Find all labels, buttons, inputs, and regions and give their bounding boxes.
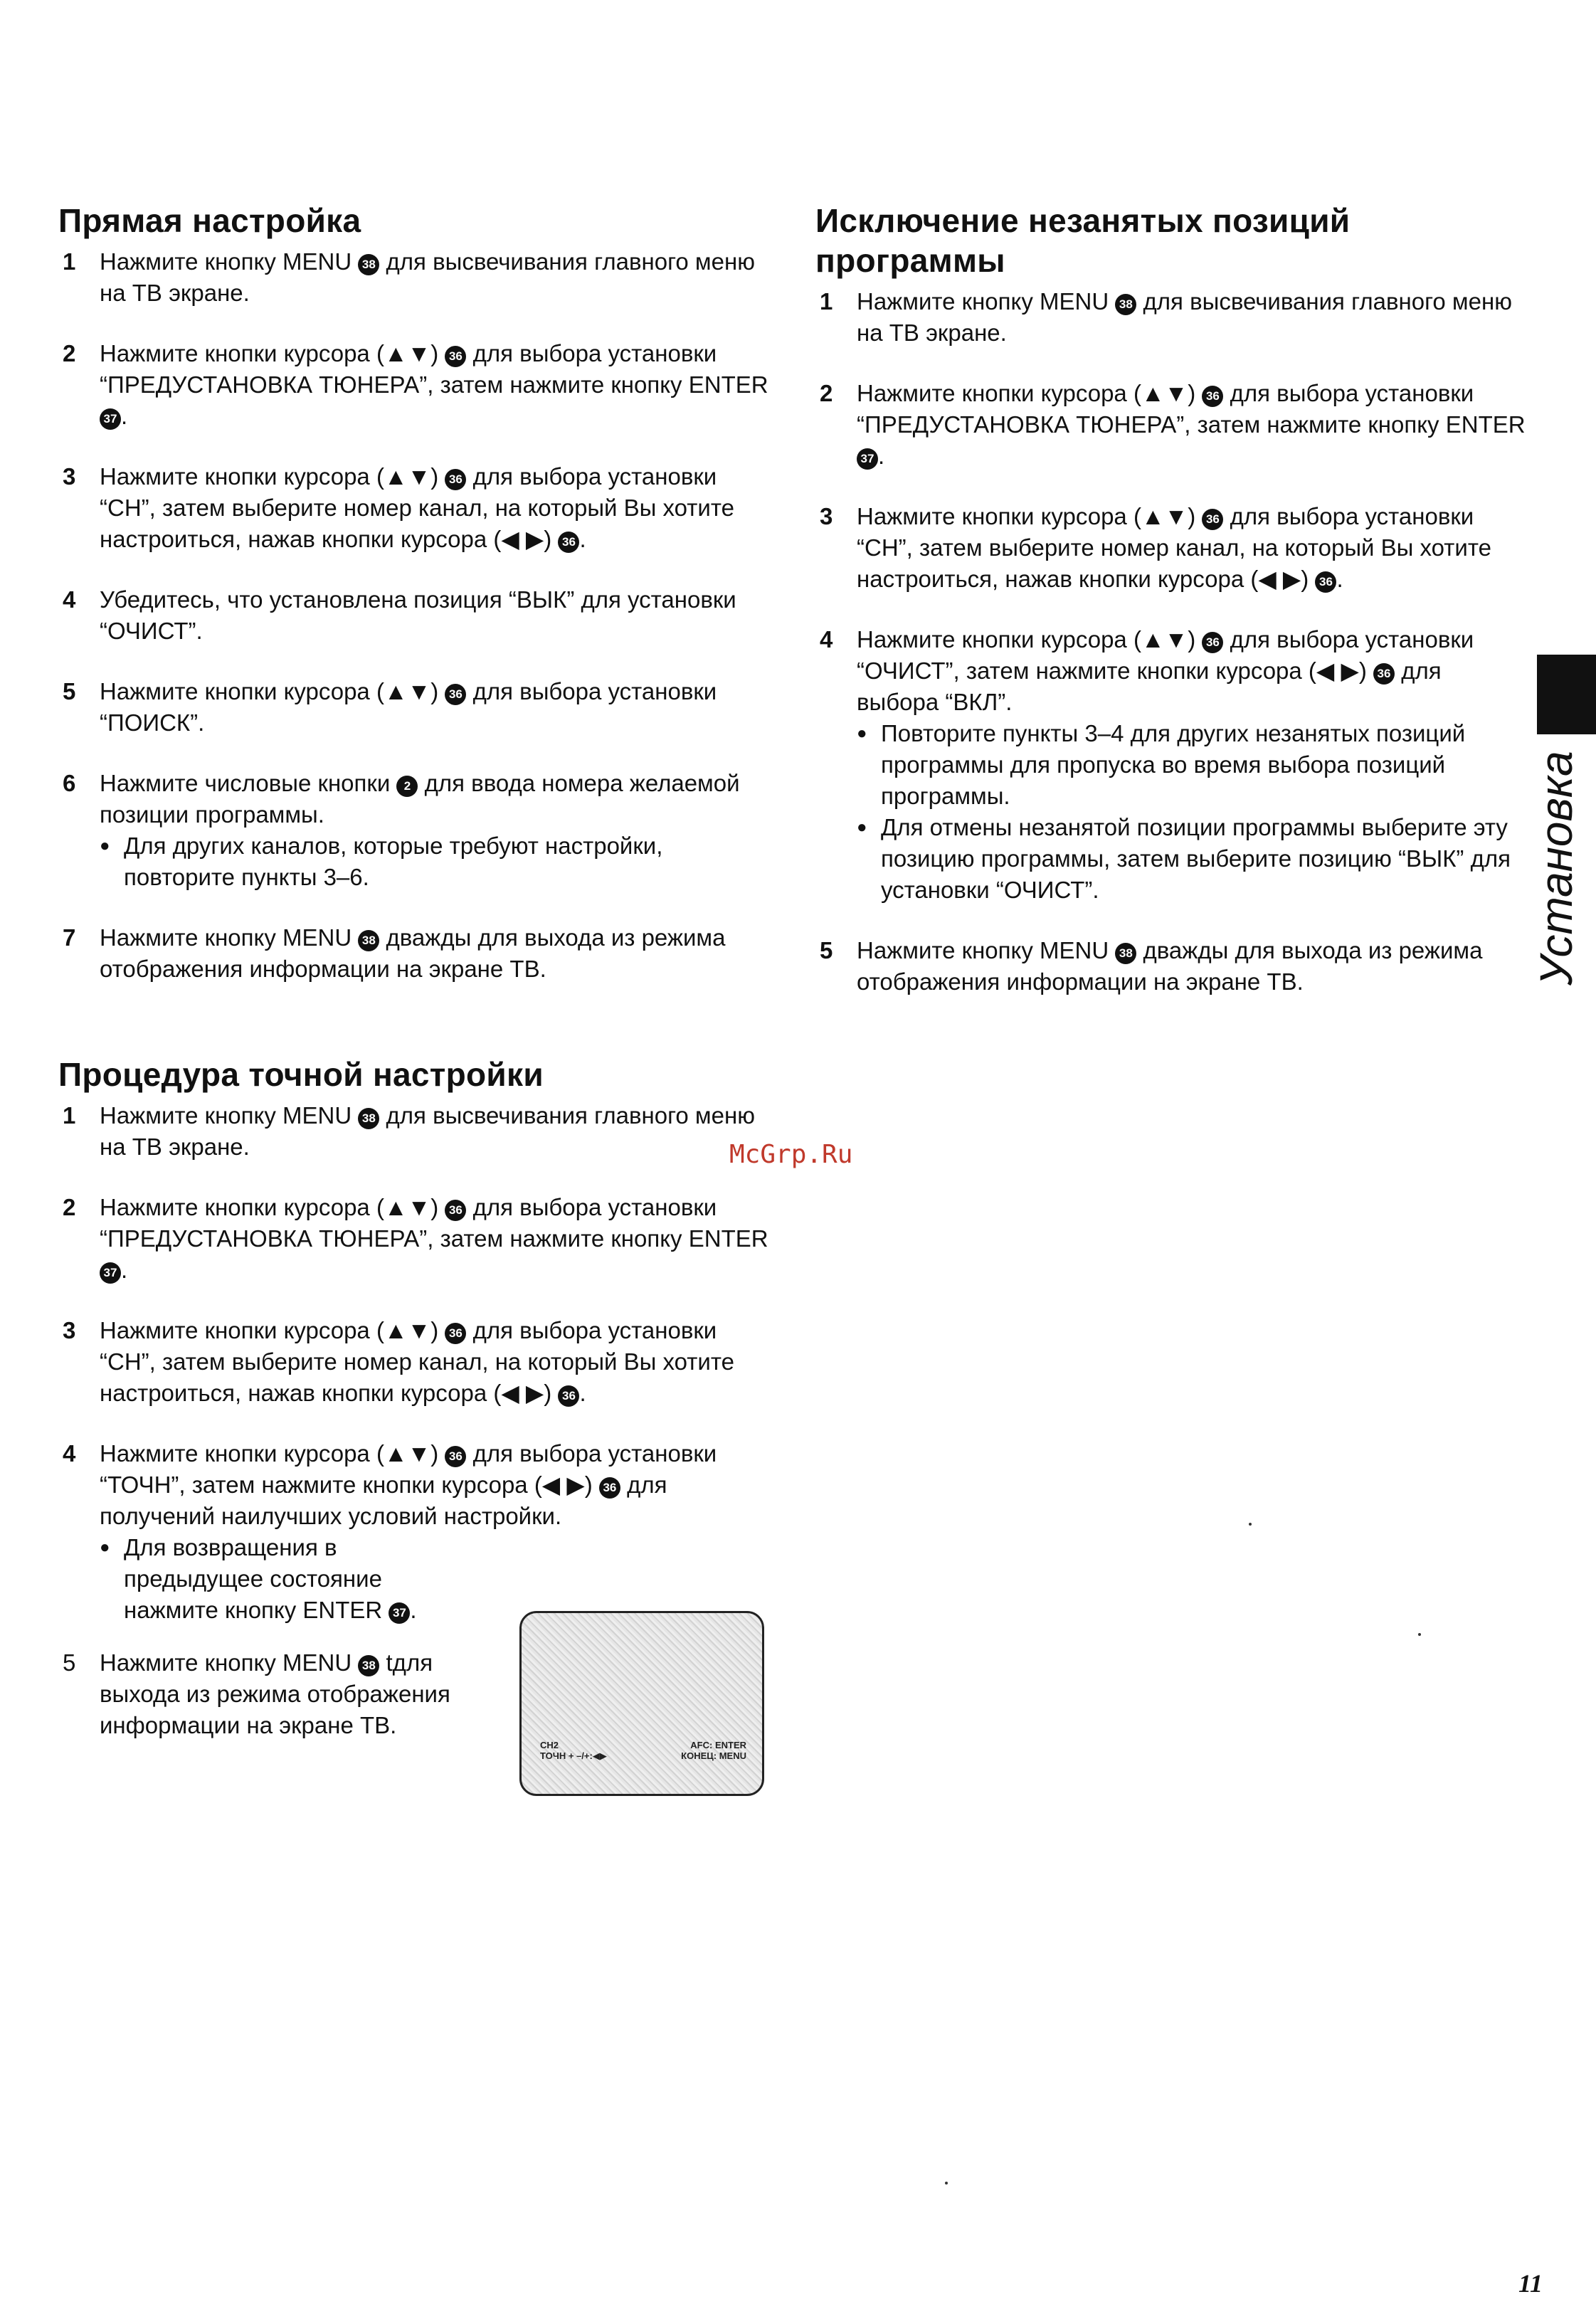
section-direct-tuning — [58, 201, 770, 985]
button-badge: 38 — [358, 254, 379, 275]
button-badge: 37 — [857, 448, 878, 470]
step-item: 4 Нажмите кнопки курсора (▲▼) 36 для выбора установки “ОЧИСТ”, затем нажмите кнопки курсора (◀ ▶) 36 для выбора “ВКЛ”. ● Повторите пункты 3–4 для других незанятых позиций программы для пропуска во время выбора позиций программы. ● Для отмены незанятой позиции программы выберите эту позицию программы, затем выберите позицию “ВЫК” для установки “ОЧИСТ”. — [815, 624, 1527, 906]
step-item: 1 Нажмите кнопку MENU 38 для высвечивания главного меню на ТВ экране. — [58, 1100, 770, 1163]
button-badge: 36 — [445, 1323, 466, 1344]
step-item: 7 Нажмите кнопку MENU 38 дважды для выхода из режима отображения информации на экране ТВ. — [58, 922, 770, 985]
tv-osd-channel: CH2 — [540, 1740, 559, 1750]
step-item: 6 Нажмите числовые кнопки 2 для ввода номера желаемой позиции программы. ● Для других каналов, которые требуют настройки, повторите пункты 3–6. — [58, 768, 770, 893]
step-item: 5 Нажмите кнопку MENU 38 tдля выхода из режима отображения информации на экране ТВ. — [58, 1647, 498, 1741]
tv-osd-fine: ТОЧН + –/+:◀▶ — [540, 1750, 607, 1761]
button-badge: 36 — [1373, 663, 1395, 685]
scan-speck — [1418, 1633, 1421, 1636]
step-number: 3 — [63, 463, 76, 490]
watermark: McGrp.Ru — [729, 1140, 853, 1169]
tv-osd — [540, 1740, 746, 1761]
bullet-note: ● Для других каналов, которые требуют настройки, повторите пункты 3–6. — [100, 830, 770, 893]
button-badge: 38 — [1115, 294, 1136, 315]
section-tab-marker — [1537, 655, 1596, 734]
button-badge: 38 — [1115, 943, 1136, 964]
step-number: 5 — [63, 1649, 76, 1676]
button-badge: 2 — [396, 776, 418, 797]
step-item: 2 Нажмите кнопки курсора (▲▼) 36 для выбора установки “ПРЕДУСТАНОВКА ТЮНЕРА”, затем нажмите кнопку ENTER 37 . — [58, 338, 770, 432]
button-badge: 36 — [445, 469, 466, 490]
tv-osd-afc: AFC: ENTER — [690, 1740, 746, 1750]
section-title: Исключение незанятых позиций программы — [815, 202, 1351, 279]
button-badge: 36 — [445, 1200, 466, 1221]
step-number: 3 — [63, 1317, 76, 1343]
step-number: 4 — [63, 1440, 76, 1467]
section-title: Прямая настройка — [58, 202, 361, 239]
button-badge: 37 — [389, 1602, 410, 1624]
step-item: 3 Нажмите кнопки курсора (▲▼) 36 для выбора установки “CH”, затем выберите номер канал, на который Вы хотите настроиться, нажав кнопки курсора (◀ ▶) 36 . — [58, 461, 770, 555]
step-number: 6 — [63, 770, 76, 796]
bullet-note: ● Для возвращения в предыдущее состояние нажмите кнопку ENTER 37 . — [100, 1532, 455, 1626]
step-number: 2 — [63, 1194, 76, 1220]
step-item: 3 Нажмите кнопки курсора (▲▼) 36 для выбора установки “CH”, затем выберите номер канал, на который Вы хотите настроиться, нажав кнопки курсора (◀ ▶) 36 . — [58, 1315, 770, 1409]
button-badge: 38 — [358, 930, 379, 951]
button-badge: 38 — [358, 1108, 379, 1129]
button-badge: 36 — [445, 346, 466, 367]
step-number: 1 — [820, 288, 833, 315]
button-badge: 37 — [100, 1262, 121, 1284]
button-badge: 36 — [445, 1446, 466, 1467]
section-skip-positions — [815, 201, 1527, 1027]
button-badge: 36 — [445, 684, 466, 705]
button-badge: 36 — [558, 1385, 579, 1407]
step-item: 5 Нажмите кнопку MENU 38 дважды для выхода из режима отображения информации на экране ТВ. — [815, 935, 1527, 998]
button-badge: 36 — [1202, 386, 1223, 407]
step-number: 5 — [820, 937, 833, 963]
step-number: 5 — [63, 678, 76, 704]
step-number: 2 — [820, 380, 833, 406]
step-item: 4 Нажмите кнопки курсора (▲▼) 36 для выбора установки “ТОЧН”, затем нажмите кнопки курсора (◀ ▶) 36 для получений наилучших условий настройки. ● Для возвращения в предыдущее состояние нажмите кнопку ENTER 37 . — [58, 1438, 770, 1626]
tv-screen-illustration — [519, 1611, 764, 1796]
step-number: 4 — [63, 586, 76, 613]
scan-speck — [1249, 1523, 1252, 1526]
step-item: 1 Нажмите кнопку MENU 38 для высвечивания главного меню на ТВ экране. — [58, 246, 770, 309]
page-number: 11 — [1518, 2269, 1543, 2298]
step-number: 1 — [63, 1102, 76, 1129]
step-item: 2 Нажмите кнопки курсора (▲▼) 36 для выбора установки “ПРЕДУСТАНОВКА ТЮНЕРА”, затем нажмите кнопку ENTER 37 . — [58, 1192, 770, 1286]
step-number: 2 — [63, 340, 76, 366]
button-badge: 36 — [1202, 509, 1223, 530]
step-number: 1 — [63, 248, 76, 275]
button-badge: 36 — [558, 532, 579, 553]
step-number: 3 — [820, 503, 833, 529]
side-section-label: Установка — [1531, 751, 1582, 986]
button-badge: 36 — [1202, 632, 1223, 653]
step-item: 3 Нажмите кнопки курсора (▲▼) 36 для выбора установки “CH”, затем выберите номер канал, на который Вы хотите настроиться, нажав кнопки курсора (◀ ▶) 36 . — [815, 501, 1527, 595]
tv-osd-exit: КОНЕЦ: MENU — [681, 1750, 746, 1761]
step-number: 4 — [820, 626, 833, 653]
step-item: 5 Нажмите кнопки курсора (▲▼) 36 для выбора установки “ПОИСК”. — [58, 676, 770, 739]
button-badge: 38 — [358, 1655, 379, 1676]
bullet-note: ● Повторите пункты 3–4 для других незанятых позиций программы для пропуска во время выбора позиций программы. — [857, 718, 1527, 812]
button-badge: 36 — [599, 1477, 620, 1499]
section-title: Процедура точной настройки — [58, 1056, 544, 1093]
scan-speck — [945, 2182, 948, 2184]
step-number: 7 — [63, 924, 76, 951]
button-badge: 36 — [1315, 571, 1336, 593]
step-item: 2 Нажмите кнопки курсора (▲▼) 36 для выбора установки “ПРЕДУСТАНОВКА ТЮНЕРА”, затем нажмите кнопку ENTER 37 . — [815, 378, 1527, 472]
button-badge: 37 — [100, 408, 121, 430]
bullet-note: ● Для отмены незанятой позиции программы выберите эту позицию программы, затем выберите позицию “ВЫК” для установки “ОЧИСТ”. — [857, 812, 1527, 906]
step-item: 1 Нажмите кнопку MENU 38 для высвечивания главного меню на ТВ экране. — [815, 286, 1527, 349]
step-item: 4 Убедитесь, что установлена позиция “ВЫК” для установки “ОЧИСТ”. — [58, 584, 770, 647]
